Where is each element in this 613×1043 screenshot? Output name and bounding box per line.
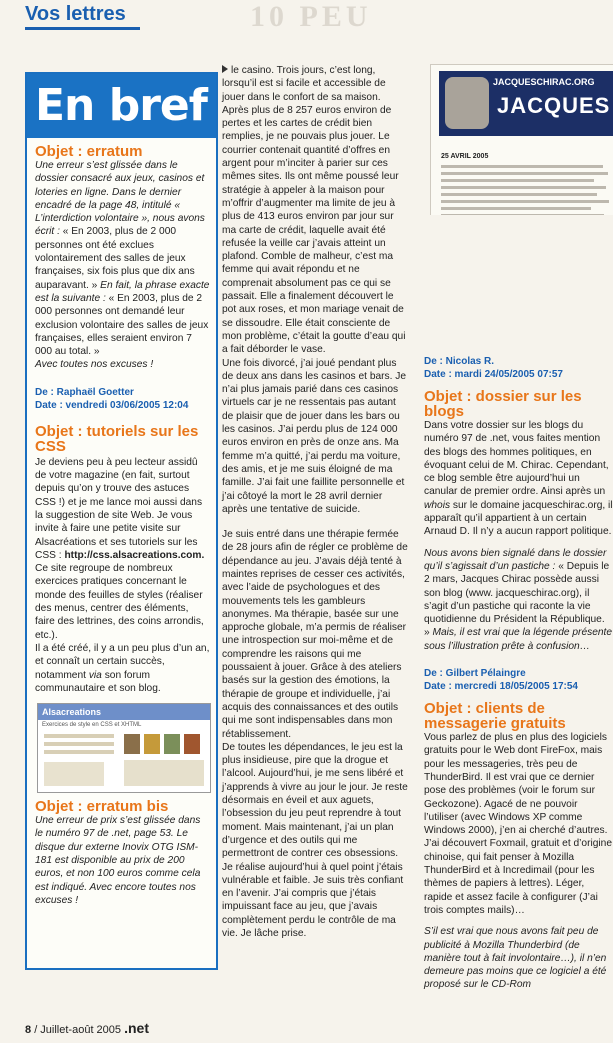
letter-date: Date : vendredi 03/06/2005 12:04: [35, 399, 189, 411]
letter-para-2: Après plus de 8 257 euros environ de pertes et les cartes de crédit bien remplies, je ne pouvais plus jouer. Le courrier contenait quantité d’offres en argent pour m’inciter à parier sur ces mêmes sites. Ils ont même poussé leur stratégie à appeler à la maison pour m’offrir d’augmenter ma limite de jeu à plus de 413 euros environ par jour sur ma carte de crédit, laquelle avait été refusée la veille car j’avais atteint un plafond. Comble de malheur, c’est ma femme qui avait répondu et ne comprenait absolument pas ce qui se passait. Elle a finalement découvert le pot aux roses, et mon mariage venait de se dissoudre. Elle était consciente de mon problème, c’était la goutte d’eau qui a fait déborder le vase.: [222, 104, 406, 356]
erratum-text3: Avec toutes nos excuses !: [35, 359, 154, 371]
en-bref-box: [25, 72, 218, 970]
section-title: [25, 3, 126, 26]
messagerie-heading: Objet : clients de messagerie gratuits: [424, 700, 566, 733]
erratum-quote1: « En 2003, plus de 2 000 personnes ont été exclues volontairement des salles de jeux françaises, six fois plus que dix ans auparavant. »: [35, 226, 195, 291]
css-text2: Ce site regroupe de nombreux exercices pratiques concernant le monde des feuilles de styles (réaliser des menus, centrer des éléments, faire des lettrines, des coins arrondis, etc.).: [35, 563, 204, 641]
blogs-text: [424, 419, 613, 539]
letter-from: De : Raphaël Goetter: [35, 386, 134, 398]
section-underline: [25, 27, 140, 30]
blogs-text1: Dans votre dossier sur les blogs du numéro 97 de .net, vous faites mention des blogs des hommes politiques, en évoquant celui de M. Chirac. Cependant, ce blog semble être aujourd’hui un canular de premier ordre. Ainsi après un: [424, 420, 609, 498]
erratum-text1: Une erreur s’est glissée dans le dossier consacré aux jeux, casinos et loteries en ligne. Dans le dernier encadré de la page 48, intitulé « L’interdiction volontaire », nous avons écrit :: [35, 160, 205, 238]
css-text: [35, 456, 210, 695]
erratum-bis-heading: Objet : erratum bis: [35, 798, 169, 816]
erratum-quote2: « En 2003, plus de 2 000 personnes ont demandé leur exclusion volontaire des salles de jeux françaises, elles seraient environ 7 000 au total. »: [35, 292, 209, 358]
letter-column: [218, 64, 408, 940]
letter-para-4: Je suis entré dans une thérapie fermée de 28 jours afin de régler ce problème de dépendance au jeu. J’avais déjà tenté à maintes reprises de cesser ces activités, avec l’aide de psychologues et des mouvements tels les gambleurs anonymes. Ma thérapie, basée sur une approche globale, m’a permis de réaliser une introspection sur moi-même et de comprendre les raisons qui me poussaient à jouer. Grâce à des ateliers basés sur la gestion des émotions, la thérapie de groupe et individuelle, j’ai acquis des connaissances et des outils qui me sont indispensables dans mon rétablissement.: [222, 529, 408, 740]
blogs-quote: « Depuis le 2 mars, Jacques Chirac possède aussi son blog (www. jacqueschirac.org), il s’agit d’un pastiche qui raconte la vie quotidienne du Président la République. »: [424, 560, 610, 639]
issue-date: / Juillet-août 2005: [34, 1024, 122, 1036]
letter-para-3: Une fois divorcé, j’ai joué pendant plus de deux ans dans les casinos et bars. Je n’ai plus jamais parié dans ces casinos virtuels car je ne ressentais pas autant de plaisir que de jouer dans les bars ou les casinos. J’ai perdu plus de 124 000 euros environ en près de onze ans. Ma femme m’a quitté, j’ai perdu ma voiture, des amis, et je me suis éloigné de ma famille. J’ai fait une faillite personnelle et j’ai côtoyé la mort le 28 avril dernier après une tentative de suicide.: [222, 357, 407, 515]
blogs-heading: Objet : dossier sur les blogs: [424, 388, 582, 420]
page-footer: [25, 1020, 149, 1036]
section-title-text: Vos lettres: [25, 3, 126, 25]
messagerie-reply: S’il est vrai que nous avons fait peu de publicité à Mozilla Thunderbird (de manière tout à fait involontaire…), il n’en demeure pas moins que ce logiciel a été proposé sur le CD-Rom: [424, 926, 607, 991]
page-number: 8: [25, 1024, 32, 1036]
css-url-link[interactable]: http://css.alsacreations.com.: [64, 549, 205, 561]
letter-from-2: De : Nicolas R.: [424, 356, 495, 367]
css-text4: son forum communautaire et son blog.: [35, 669, 161, 694]
blogs-whois: whois: [424, 499, 451, 511]
magazine-brand: .net: [124, 1020, 149, 1036]
continue-arrow-icon: [222, 65, 228, 73]
blogs-reply1: Nous avons bien signalé dans le dossier qu’il s’agissait d’un pastiche :: [424, 547, 607, 572]
screenshot-title: Alsacreations: [38, 704, 210, 720]
erratum-heading: Objet : erratum: [35, 143, 143, 160]
letter-date-3: Date : mercredi 18/05/2005 17:54: [424, 681, 578, 693]
letter-para-1-text: le casino. Trois jours, c’est long, lorsqu’il est si facile et accessible de jouer dans le confort de sa maison.: [222, 65, 386, 103]
erratum-bis-text: Une erreur de prix s’est glissée dans le numéro 97 de .net, page 53. Le disque dur externe Inovix OTG ISM-181 est disponible au prix de 200 euros, et non 100 euros comme cela est indiqué. Avec encore toutes nos excuses !: [35, 815, 201, 906]
blogs-letter: [424, 355, 613, 992]
css-text3: Il a été créé, il y a un peu plus d’un an, et connaît un certain succès, notamment: [35, 642, 210, 681]
erratum-text2: En fait, la phrase exacte est la suivante :: [35, 279, 210, 304]
screenshot-line: Exercices de style en CSS et XHTML: [42, 722, 142, 729]
css-via: via: [88, 669, 102, 681]
bleed-through-text: 10 PEU: [250, 0, 372, 33]
news-masthead: JACQUES: [497, 93, 611, 118]
news-date: 25 AVRIL 2005: [441, 153, 489, 160]
messagerie-text: Vous parlez de plus en plus des logiciels gratuits pour le Web dont FireFox, mais pour les messageries, très peu de ThunderBird. Il est vrai que ce dernier pose des problèmes (voir le forum sur Geckozone). Agacé de ne pouvoir l’utiliser (avec Windows XP comme Windows 2000), j’en ai cherché d’autres. J’ai découvert Foxmail, gratuit et d’origine chinoise, qui fait penser à Mozilla ThunderBird et à Incredimail (pour les thèmes de papiers à lettres). Léger, rapide et assez facile à configurer (J’ai trois comptes mails)…: [424, 732, 612, 916]
alsacreations-screenshot: [37, 703, 211, 793]
news-url: JACQUESCHIRAC.ORG: [493, 77, 595, 87]
css-text1: Je deviens peu à peu lecteur assidû de votre magazine (en fait, surtout depuis qu’on y trouve des astuces CSS !) et je me lance moi aussi dans la suggestion de site Web. Je vous invite à faire une petite visite sur Alsacréations et ses tutoriels sur les CSS :: [35, 456, 203, 561]
letter-para-5: De toutes les dépendances, le jeu est la plus insidieuse, pire que la drogue et l’alcool. Aujourd’hui, je me sens libéré et j’apprends à vivre au jour le jour. Je reste désormais en éveil et aux aguets, l’obsession du jeu peut reprendre à tout moment. Mais maintenant, j’ai un plan d’urgence et des outils qui me permettront de contrer ces obsessions. Je réalise aujourd’hui à quel point j’étais vulnérable et faible. Je suis très confiant en l’avenir. J’ai compris que j’étais impuissant face au jeu, que j’avais complètement perdu le contrôle de ma vie. Je lâche prise.: [222, 741, 408, 939]
en-bref-content: [27, 138, 216, 907]
letter-from-3: De : Gilbert Pélaingre: [424, 668, 526, 680]
letter-para-1: [222, 64, 408, 104]
blogs-reply: [424, 547, 613, 653]
css-heading: Objet : tutoriels sur les CSS: [35, 422, 199, 455]
blogs-reply2: Mais, il est vrai que la légende présente sous l’illustration prête à confusion…: [424, 627, 613, 652]
erratum-text: [35, 159, 210, 372]
letter-date-2: Date : mardi 24/05/2005 07:57: [424, 369, 563, 380]
blogs-text2: sur le domaine jacqueschirac.org, il apparaît qu’il appartient à un certain Arnaud D. Il n’y a aucun rapport politique.: [424, 499, 613, 538]
en-bref-banner: En bref: [27, 74, 216, 138]
